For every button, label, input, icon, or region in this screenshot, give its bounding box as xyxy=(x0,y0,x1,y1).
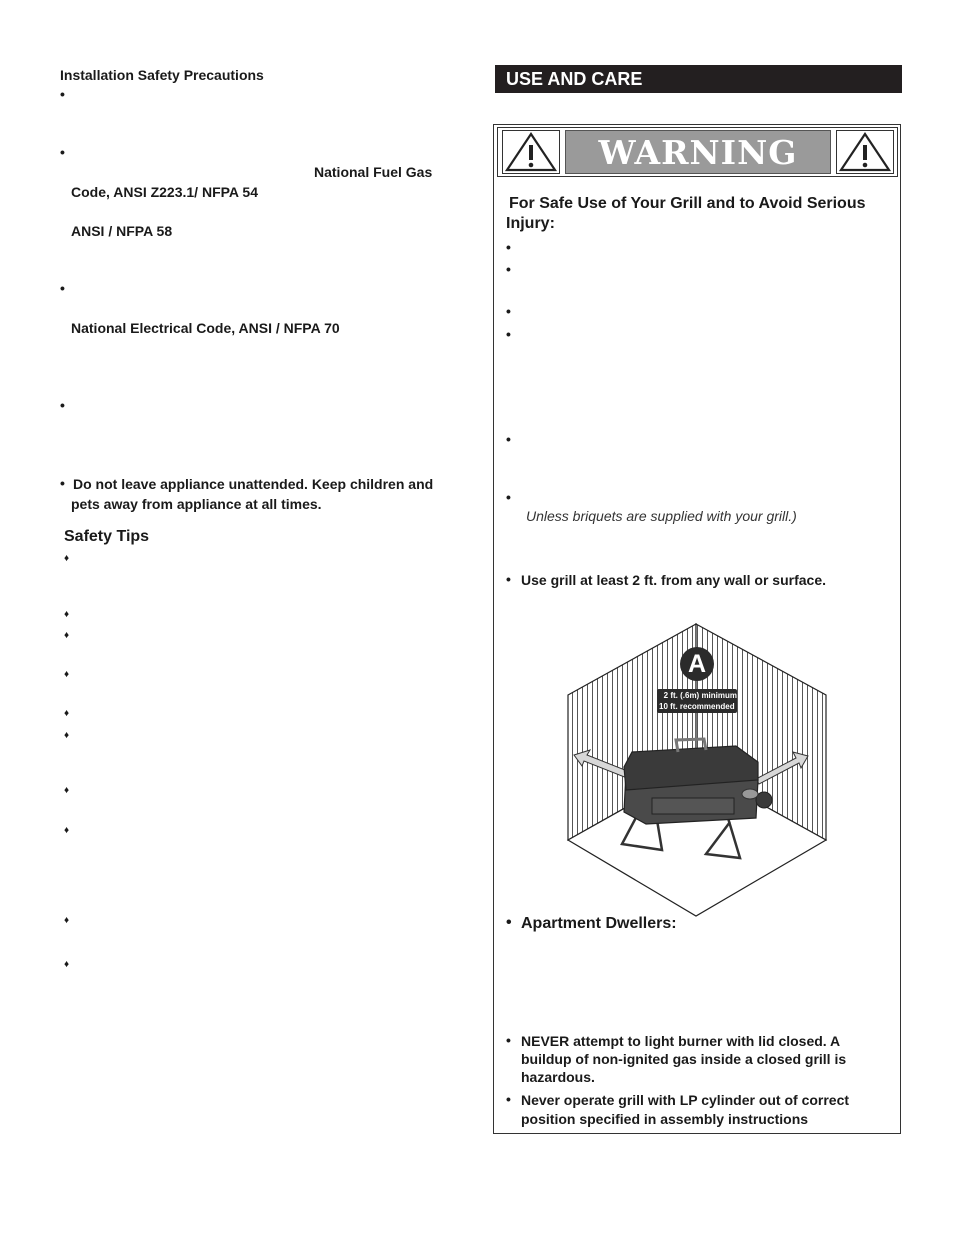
warning-banner xyxy=(497,127,898,177)
diamond-bullet: ♦ xyxy=(64,959,70,970)
use-and-care-header: USE AND CARE xyxy=(495,65,902,93)
diagram-label-a: A xyxy=(687,650,707,678)
bullet: • xyxy=(60,397,65,413)
never-light-a: NEVER attempt to light burner with lid closed. A xyxy=(521,1033,841,1049)
bullet: • xyxy=(60,86,65,102)
never-light-c: hazardous. xyxy=(521,1069,595,1085)
warning-title: WARNING xyxy=(565,130,831,174)
unattended-text-a: Do not leave appliance unattended. Keep children and xyxy=(73,476,434,492)
bullet: • xyxy=(506,571,511,587)
never-operate-b: position specified in assembly instructions xyxy=(521,1111,809,1127)
briquet-note: Unless briquets are supplied with your grill.) xyxy=(526,508,797,524)
diamond-bullet: ♦ xyxy=(64,915,70,926)
never-operate-a: Never operate grill with LP cylinder out of correct xyxy=(521,1092,850,1108)
bullet: • xyxy=(60,280,65,296)
warning-triangle-icon xyxy=(502,130,560,174)
wall-clearance-text: Use grill at least 2 ft. from any wall or surface. xyxy=(521,572,826,588)
apartment-dwellers-text: Apartment Dwellers: xyxy=(521,915,677,932)
bullet: • xyxy=(60,144,65,160)
bullet: • xyxy=(506,431,511,447)
diamond-bullet: ♦ xyxy=(64,553,70,564)
safety-tips-heading: Safety Tips xyxy=(64,528,150,545)
bullet: • xyxy=(506,239,511,255)
diamond-bullet: ♦ xyxy=(64,785,70,796)
warning-triangle-icon xyxy=(836,130,894,174)
safe-use-intro-a: For Safe Use of Your Grill and to Avoid Serious xyxy=(509,195,866,212)
diamond-bullet: ♦ xyxy=(64,825,70,836)
diamond-bullet: ♦ xyxy=(64,609,70,620)
bullet: • xyxy=(506,914,512,931)
bullet: • xyxy=(506,1091,511,1107)
bullet: • xyxy=(506,303,511,319)
diagram-min-text: 2 ft. (.6m) minimum xyxy=(663,691,737,700)
bullet: • xyxy=(506,489,511,505)
installation-safety-heading: Installation Safety Precautions xyxy=(60,67,264,83)
bullet: • xyxy=(506,261,511,277)
bullet: • xyxy=(60,475,65,491)
bullet: • xyxy=(506,326,511,342)
diamond-bullet: ♦ xyxy=(64,730,70,741)
diamond-bullet: ♦ xyxy=(64,708,70,719)
never-light-b: buildup of non-ignited gas inside a closed grill is xyxy=(521,1051,847,1067)
unattended-text-b: pets away from appliance at all times. xyxy=(71,496,322,512)
diamond-bullet: ♦ xyxy=(64,630,70,641)
nfpa54-text-a: National Fuel Gas xyxy=(314,164,433,180)
diamond-bullet: ♦ xyxy=(64,669,70,680)
bullet: • xyxy=(506,1032,511,1048)
nfpa58-text: ANSI / NFPA 58 xyxy=(71,223,173,239)
safe-use-intro-b: Injury: xyxy=(506,215,555,232)
nfpa54-text-b: Code, ANSI Z223.1/ NFPA 54 xyxy=(71,184,258,200)
nfpa70-text: National Electrical Code, ANSI / NFPA 70 xyxy=(71,320,340,336)
diagram-rec-text: 10 ft. recommended xyxy=(659,702,735,711)
